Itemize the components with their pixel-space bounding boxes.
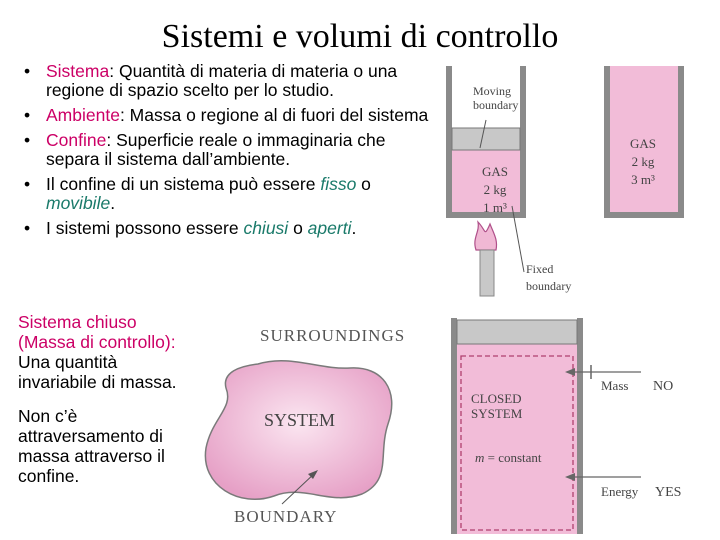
surroundings-label: SURROUNDINGS bbox=[260, 326, 406, 345]
boundary-label: BOUNDARY bbox=[234, 507, 338, 526]
slide-title: Sistemi e volumi di controllo bbox=[161, 18, 559, 55]
closed-system-heading: Sistema chiuso (Massa di controllo): bbox=[18, 312, 176, 352]
system-surroundings-figure bbox=[200, 318, 435, 533]
svg-text:Fixedboundary: Fixed boundary bbox=[526, 262, 572, 293]
definition-ambiente: Massa o regione al di fuori del sistema bbox=[129, 105, 429, 125]
emph-chiusi: chiusi bbox=[243, 218, 289, 238]
bullet-confine: • Confine: Superficie reale o immaginaria che separa il sistema dall’ambiente. bbox=[24, 130, 386, 169]
bullet-dot: • bbox=[24, 174, 31, 194]
svg-text:GAS2 kg3 m³: GAS 2 kg 3 m³ bbox=[629, 136, 657, 187]
svg-text:Movingboundary: Moving boundary bbox=[473, 84, 519, 112]
right-cylinder-wall-right bbox=[678, 66, 684, 218]
closed-system-figure-label: CLOSED bbox=[471, 391, 522, 406]
right-cylinder-bottom bbox=[604, 212, 684, 218]
mass-no: NO bbox=[653, 379, 674, 394]
closed-system-note: Non c’è attraversamento di massa attraverso il confine. bbox=[18, 406, 165, 486]
emph-fisso: fisso bbox=[320, 174, 357, 194]
svg-text:GAS2 kg1 m³: GAS 2 kg 1 m³ bbox=[481, 164, 509, 215]
svg-text:CLOSEDSYSTEM: CLOSED SYSTEM bbox=[471, 391, 523, 421]
closed-cylinder-wall-left bbox=[451, 318, 457, 534]
bullet-boundary-type: • Il confine di un sistema può essere fisso o movibile. bbox=[24, 174, 371, 213]
burner-icon bbox=[480, 250, 494, 296]
fixed-boundary-label: Fixed bbox=[526, 262, 554, 276]
definition-confine: Superficie reale o immaginaria che separa il sistema dall’ambiente. bbox=[46, 130, 386, 169]
bullet-dot: • bbox=[24, 105, 31, 125]
bullet-sistema: • Sistema: Quantità di materia di materia o una regione di spazio scelto per lo studio. bbox=[24, 61, 398, 100]
bullet-system-type: • I sistemi possono essere chiusi o aperti. bbox=[24, 218, 357, 238]
term-sistema: Sistema bbox=[46, 61, 110, 81]
left-cylinder-wall-right bbox=[520, 66, 526, 218]
term-confine: Confine bbox=[46, 130, 107, 150]
closed-piston bbox=[457, 320, 577, 344]
bullet-dot: • bbox=[24, 218, 31, 238]
right-gas-label: GAS bbox=[629, 136, 657, 151]
left-gas-label: GAS bbox=[481, 164, 509, 179]
energy-label: Energy bbox=[601, 484, 639, 499]
left-cylinder-wall-left bbox=[446, 66, 452, 218]
bullet-dot: • bbox=[24, 130, 31, 150]
closed-system-description: Una quantità invariabile di massa. bbox=[18, 352, 177, 392]
right-cylinder-wall-left bbox=[604, 66, 610, 218]
energy-yes: YES bbox=[655, 485, 682, 500]
bullet-ambiente: • Ambiente: Massa o regione al di fuori del sistema bbox=[24, 105, 429, 125]
bullet-list bbox=[20, 62, 430, 244]
term-ambiente: Ambiente bbox=[46, 105, 120, 125]
flame-icon bbox=[475, 222, 497, 250]
closed-cylinder-wall-right bbox=[577, 318, 583, 534]
mass-constant-label: m = constant bbox=[475, 450, 542, 465]
emph-movibile: movibile bbox=[46, 193, 111, 213]
system-label: SYSTEM bbox=[264, 410, 336, 430]
emph-aperti: aperti bbox=[307, 218, 352, 238]
piston-cylinder-figure bbox=[440, 62, 710, 302]
mass-label: Mass bbox=[601, 378, 629, 393]
closed-gas-region bbox=[457, 344, 577, 534]
definition-sistema: Quantità di materia di materia o una regione di spazio scelto per lo studio. bbox=[46, 61, 398, 100]
bullet-dot: • bbox=[24, 61, 31, 81]
left-piston bbox=[452, 128, 520, 150]
closed-system-figure bbox=[445, 316, 715, 536]
closed-system-text bbox=[18, 312, 198, 500]
moving-boundary-label: Moving bbox=[473, 84, 512, 98]
